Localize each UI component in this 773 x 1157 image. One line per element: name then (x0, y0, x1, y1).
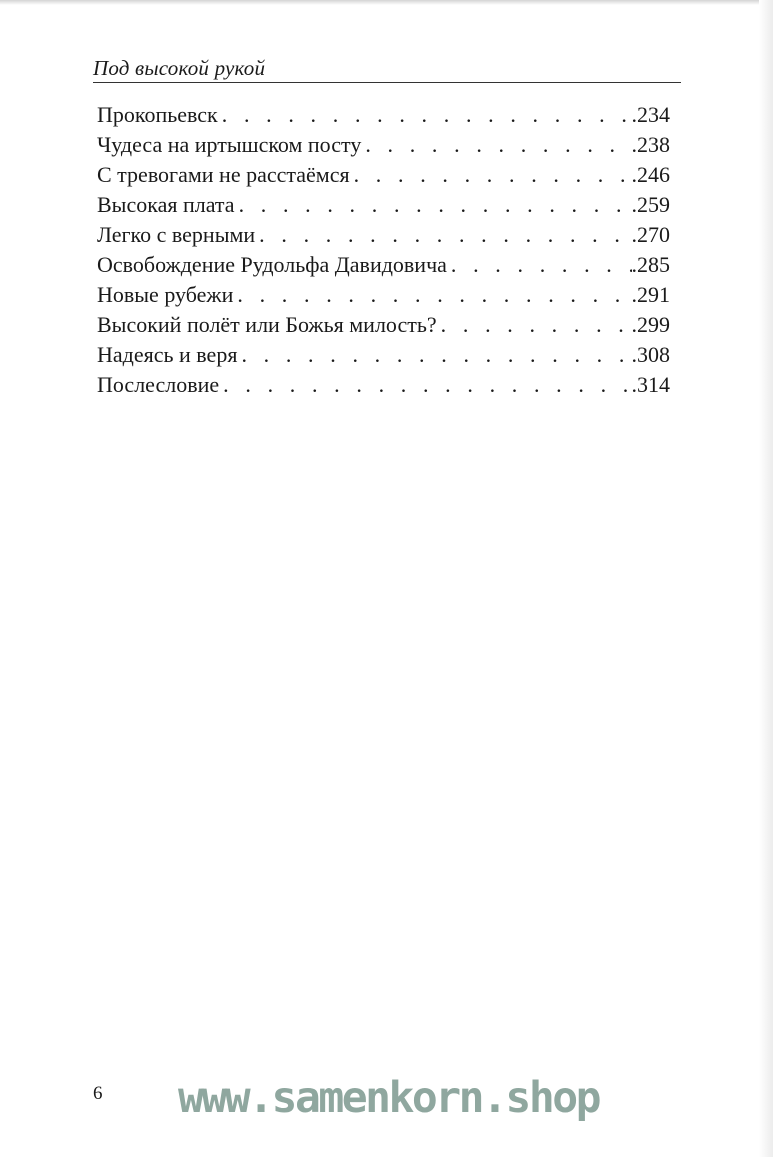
toc-entry-title: Высокий полёт или Божья милость? (97, 312, 437, 337)
toc-entry-page: .234 (631, 102, 670, 127)
toc-entry (97, 340, 670, 370)
toc-dot-leader (241, 340, 631, 370)
toc-dot-leader (354, 160, 632, 190)
toc-entry (97, 310, 670, 340)
toc-entry (97, 100, 670, 130)
toc-entry-page: .259 (631, 192, 670, 217)
toc-entry (97, 160, 670, 190)
page-right-edge-shadow (759, 0, 773, 1157)
toc-entry-page: .299 (631, 312, 670, 337)
header-rule (93, 82, 681, 83)
toc-entry-title: Послесловие (97, 372, 220, 397)
toc-entry (97, 220, 670, 250)
toc-entry-page: .308 (631, 342, 670, 367)
watermark-text: www.samenkorn.shop (178, 1073, 599, 1123)
toc-dot-leader (259, 220, 631, 250)
toc-entry-title: Высокая плата (97, 192, 235, 217)
toc-dot-leader (222, 100, 632, 130)
toc-dot-leader (441, 310, 632, 340)
table-of-contents (97, 100, 670, 400)
toc-entry-title: Надеясь и веря (97, 342, 238, 367)
toc-entry-page: .270 (631, 222, 670, 247)
toc-dot-leader (223, 370, 631, 400)
page-number: 6 (93, 1083, 103, 1104)
toc-dot-leader (237, 280, 631, 310)
toc-entry-page: .285 (631, 252, 670, 277)
toc-entry-title: Новые рубежи (97, 282, 234, 307)
toc-entry-title: Легко с верными (97, 222, 256, 247)
toc-entry (97, 130, 670, 160)
toc-entry-page: .291 (631, 282, 670, 307)
running-header-title: Под высокой рукой (93, 56, 266, 80)
toc-entry-title: Чудеса на иртышском посту (97, 132, 362, 157)
toc-entry (97, 370, 670, 400)
toc-entry-page: .238 (631, 132, 670, 157)
toc-entry (97, 250, 670, 280)
toc-entry-page: .314 (631, 372, 670, 397)
toc-entry-page: .246 (631, 162, 670, 187)
page-top-edge-shadow (0, 0, 773, 5)
toc-entry-title: Прокопьевск (97, 102, 218, 127)
toc-entry-title: Освобождение Рудольфа Давидовича (97, 252, 447, 277)
toc-entry (97, 280, 670, 310)
toc-entry-title: С тревогами не расстаёмся (97, 162, 350, 187)
toc-dot-leader (451, 250, 632, 280)
toc-dot-leader (239, 190, 632, 220)
toc-dot-leader (365, 130, 631, 160)
toc-entry (97, 190, 670, 220)
